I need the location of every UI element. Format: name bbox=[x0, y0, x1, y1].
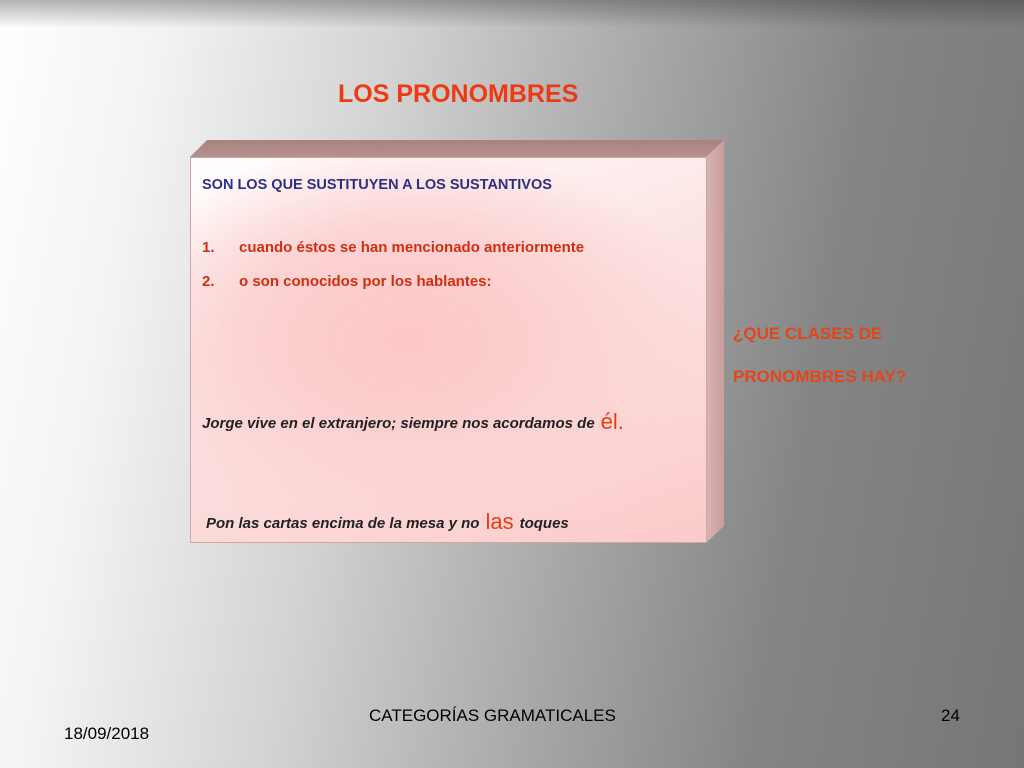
definition-text: SON LOS QUE SUSTITUYEN A LOS SUSTANTIVOS bbox=[202, 177, 552, 193]
box-top-face bbox=[190, 140, 724, 157]
example-sentence-2 bbox=[206, 508, 569, 534]
footer-title: CATEGORÍAS GRAMATICALES bbox=[369, 706, 616, 725]
example-sentence-1 bbox=[202, 408, 624, 434]
example-text: Jorge vive en el extranjero; siempre nos acordamos de bbox=[202, 415, 595, 432]
box-side-face bbox=[706, 140, 724, 543]
list-item bbox=[202, 273, 492, 290]
question-line-2: PRONOMBRES HAY? bbox=[733, 367, 907, 386]
list-item bbox=[202, 239, 584, 256]
list-item-number: 1. bbox=[202, 239, 215, 256]
definition-box bbox=[190, 157, 707, 543]
list-item-text: o son conocidos por los hablantes: bbox=[239, 273, 492, 290]
slide-title: LOS PRONOMBRES bbox=[338, 80, 579, 108]
highlighted-pronoun: él. bbox=[600, 409, 624, 434]
highlighted-pronoun: las bbox=[485, 509, 514, 534]
list-item-text: cuando éstos se han mencionado anteriormente bbox=[239, 239, 585, 256]
example-text-end: toques bbox=[519, 515, 569, 532]
slide-number: 24 bbox=[941, 706, 960, 725]
example-text: Pon las cartas encima de la mesa y no bbox=[206, 515, 480, 532]
question-line-1: ¿QUE CLASES DE bbox=[733, 324, 883, 343]
footer-date: 18/09/2018 bbox=[64, 724, 150, 743]
list-item-number: 2. bbox=[202, 273, 215, 290]
